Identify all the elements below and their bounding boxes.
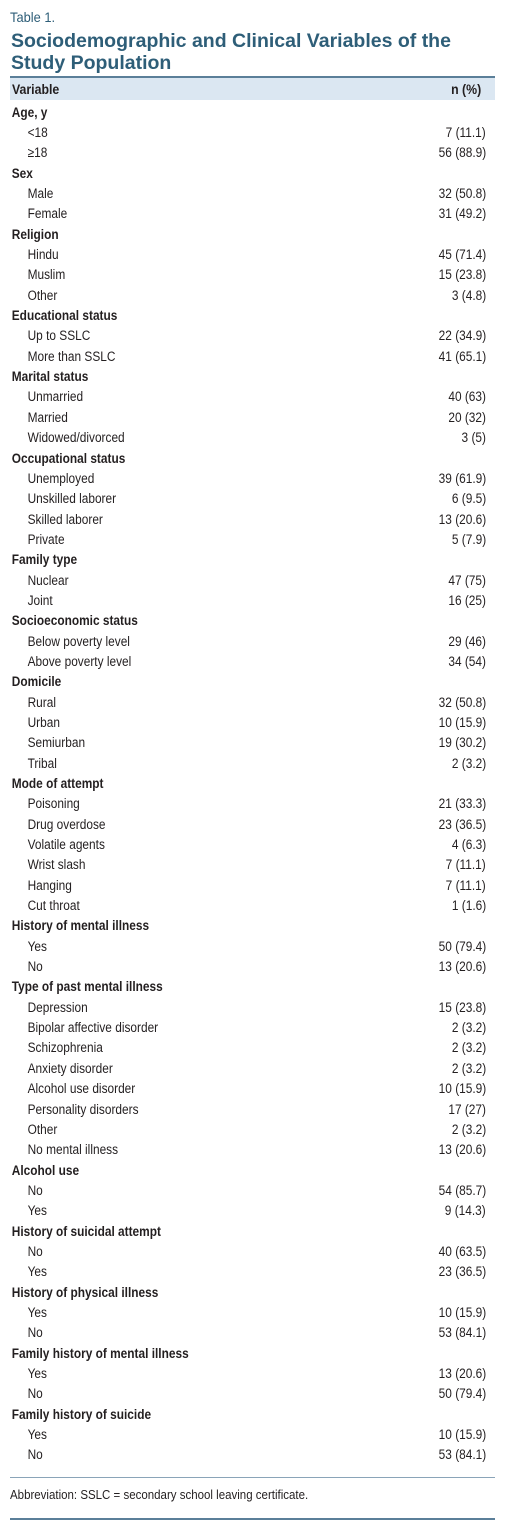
row-value: 31 (49.2) — [438, 206, 487, 222]
table-row — [10, 631, 495, 651]
table-row — [10, 1384, 495, 1404]
table-row — [10, 122, 495, 142]
category-label: History of physical illness — [11, 1284, 159, 1300]
table-row — [10, 1079, 495, 1099]
category-row — [10, 366, 495, 386]
table-row — [10, 1424, 495, 1444]
row-value: 13 (20.6) — [438, 1365, 487, 1381]
row-value: 3 (5) — [461, 430, 487, 446]
row-value: 20 (32) — [448, 409, 487, 425]
row-value: 6 (9.5) — [451, 491, 487, 507]
row-label: Nuclear — [27, 572, 69, 588]
row-value: 2 (3.2) — [451, 1040, 487, 1056]
category-row — [10, 224, 495, 244]
row-value: 13 (20.6) — [438, 511, 487, 527]
row-value: 23 (36.5) — [438, 1264, 487, 1280]
row-label: Other — [27, 287, 58, 303]
row-value: 32 (50.8) — [438, 186, 487, 202]
row-value: 50 (79.4) — [438, 938, 487, 954]
row-label: Above poverty level — [27, 653, 132, 669]
table-row — [10, 1241, 495, 1261]
category-label: History of suicidal attempt — [11, 1223, 161, 1239]
category-row — [10, 1282, 495, 1302]
table-row — [10, 1262, 495, 1282]
row-value: 7 (11.1) — [446, 877, 487, 893]
table-row — [10, 651, 495, 671]
row-label: ≥18 — [27, 145, 48, 161]
row-value: 2 (3.2) — [451, 1020, 487, 1036]
row-label: Hanging — [27, 877, 72, 893]
category-row — [10, 1221, 495, 1241]
row-value: 40 (63) — [448, 389, 487, 405]
category-row — [10, 1343, 495, 1363]
row-label: <18 — [27, 125, 48, 141]
row-label: Anxiety disorder — [27, 1060, 113, 1076]
row-value: 29 (46) — [448, 633, 487, 649]
category-row — [10, 1160, 495, 1180]
row-value: 3 (4.8) — [451, 287, 487, 303]
row-label: Volatile agents — [27, 837, 105, 853]
row-label: Joint — [27, 592, 53, 608]
row-label: Yes — [27, 1304, 47, 1320]
row-label: Other — [27, 1121, 58, 1137]
table-row — [10, 1119, 495, 1139]
table-row — [10, 183, 495, 203]
row-value: 13 (20.6) — [438, 959, 487, 975]
row-value: 10 (15.9) — [438, 1081, 487, 1097]
row-label: Skilled laborer — [27, 511, 103, 527]
row-label: Poisoning — [27, 796, 80, 812]
row-label: Private — [27, 531, 65, 547]
category-row — [10, 611, 495, 631]
row-label: More than SSLC — [27, 348, 116, 364]
table-row — [10, 1058, 495, 1078]
table-row — [10, 407, 495, 427]
table-row — [10, 346, 495, 366]
row-value: 21 (33.3) — [438, 796, 487, 812]
category-label: Type of past mental illness — [11, 979, 163, 995]
row-label: No — [27, 1182, 43, 1198]
table-row — [10, 1017, 495, 1037]
category-row — [10, 916, 495, 936]
table-row — [10, 143, 495, 163]
row-value: 34 (54) — [448, 653, 487, 669]
category-row — [10, 550, 495, 570]
footnote-text: Abbreviation: SSLC = secondary school leaving certificate. — [10, 1488, 309, 1503]
table-title — [11, 30, 495, 74]
table-title-line-1: Sociodemographic and Clinical Variables of the — [11, 30, 451, 52]
category-label: Family history of suicide — [11, 1406, 152, 1422]
row-value: 54 (85.7) — [438, 1182, 487, 1198]
row-label: Hindu — [27, 247, 59, 263]
table-row — [10, 895, 495, 915]
row-label: Unemployed — [27, 470, 95, 486]
row-value: 19 (30.2) — [438, 735, 487, 751]
row-value: 5 (7.9) — [451, 531, 487, 547]
row-label: Wrist slash — [27, 857, 86, 873]
table-row — [10, 834, 495, 854]
row-value: 10 (15.9) — [438, 714, 487, 730]
table-row — [10, 794, 495, 814]
category-label: Family history of mental illness — [11, 1345, 189, 1361]
row-label: Unskilled laborer — [27, 491, 117, 507]
category-label: Marital status — [11, 369, 89, 385]
row-value: 10 (15.9) — [438, 1427, 487, 1443]
table-row — [10, 509, 495, 529]
table-footnote — [10, 1477, 495, 1506]
column-header-n-percent: n (%) — [450, 81, 481, 97]
row-label: Urban — [27, 714, 60, 730]
table-row — [10, 489, 495, 509]
table-row — [10, 712, 495, 732]
row-label: Alcohol use disorder — [27, 1081, 136, 1097]
row-value: 17 (27) — [448, 1101, 487, 1117]
category-label: Alcohol use — [11, 1162, 80, 1178]
row-label: Drug overdose — [27, 816, 106, 832]
table-row — [10, 936, 495, 956]
row-value: 32 (50.8) — [438, 694, 487, 710]
table-body — [10, 102, 495, 1465]
table-row — [10, 529, 495, 549]
category-row — [10, 977, 495, 997]
category-row — [10, 102, 495, 122]
table-row — [10, 997, 495, 1017]
table-row — [10, 733, 495, 753]
row-label: Bipolar affective disorder — [27, 1020, 159, 1036]
table-row — [10, 204, 495, 224]
row-label: Cut throat — [27, 898, 80, 914]
row-value: 41 (65.1) — [438, 348, 487, 364]
table-row — [10, 1201, 495, 1221]
table-row — [10, 285, 495, 305]
category-row — [10, 672, 495, 692]
category-label: Mode of attempt — [11, 776, 104, 792]
table-row — [10, 244, 495, 264]
row-label: No — [27, 1243, 43, 1259]
row-label: Yes — [27, 1365, 47, 1381]
row-value: 4 (6.3) — [451, 837, 487, 853]
row-value: 53 (84.1) — [438, 1325, 487, 1341]
row-value: 9 (14.3) — [445, 1203, 487, 1219]
row-label: No — [27, 1386, 43, 1402]
table-row — [10, 387, 495, 407]
row-value: 50 (79.4) — [438, 1386, 487, 1402]
column-header-variable: Variable — [12, 81, 60, 97]
row-value: 47 (75) — [448, 572, 487, 588]
category-label: Educational status — [11, 308, 118, 324]
category-label: Domicile — [11, 674, 62, 690]
row-value: 15 (23.8) — [438, 999, 487, 1015]
row-value: 7 (11.1) — [446, 857, 487, 873]
category-row — [10, 773, 495, 793]
category-label: Occupational status — [11, 450, 126, 466]
row-label: Muslim — [27, 267, 66, 283]
row-label: No — [27, 1325, 43, 1341]
row-label: Semiurban — [27, 735, 86, 751]
table-row — [10, 692, 495, 712]
row-label: Married — [27, 409, 68, 425]
row-value: 53 (84.1) — [438, 1447, 487, 1463]
table-row — [10, 1302, 495, 1322]
table-row — [10, 875, 495, 895]
row-value: 15 (23.8) — [438, 267, 487, 283]
table-row — [10, 1363, 495, 1383]
row-label: Up to SSLC — [27, 328, 91, 344]
row-label: Personality disorders — [27, 1101, 139, 1117]
row-value: 10 (15.9) — [438, 1304, 487, 1320]
category-row — [10, 305, 495, 325]
table-row — [10, 590, 495, 610]
row-label: Tribal — [27, 755, 57, 771]
table-row — [10, 753, 495, 773]
row-label: Yes — [27, 938, 47, 954]
table-row — [10, 1180, 495, 1200]
row-value: 45 (71.4) — [438, 247, 487, 263]
table-row — [10, 570, 495, 590]
table-row — [10, 265, 495, 285]
row-value: 2 (3.2) — [451, 1121, 487, 1137]
table-row — [10, 956, 495, 976]
table-row — [10, 1445, 495, 1465]
row-label: Schizophrenia — [27, 1040, 103, 1056]
table-row — [10, 855, 495, 875]
table-row — [10, 468, 495, 488]
row-label: Depression — [27, 999, 88, 1015]
row-label: Unmarried — [27, 389, 84, 405]
category-row — [10, 1404, 495, 1424]
row-value: 40 (63.5) — [438, 1243, 487, 1259]
row-label: Female — [27, 206, 68, 222]
category-label: History of mental illness — [11, 918, 150, 934]
category-label: Religion — [11, 226, 59, 242]
row-label: Rural — [27, 694, 56, 710]
row-value: 23 (36.5) — [438, 816, 487, 832]
category-label: Socioeconomic status — [11, 613, 138, 629]
row-value: 2 (3.2) — [451, 755, 487, 771]
row-value: 16 (25) — [448, 592, 487, 608]
bottom-rule — [10, 1518, 495, 1520]
table-label: Table 1. — [10, 9, 56, 25]
row-label: No mental illness — [27, 1142, 119, 1158]
category-label: Age, y — [11, 104, 48, 120]
row-label: Below poverty level — [27, 633, 130, 649]
table-row — [10, 1038, 495, 1058]
table-row — [10, 326, 495, 346]
category-row — [10, 163, 495, 183]
category-label: Sex — [11, 165, 33, 181]
table-row — [10, 428, 495, 448]
row-value: 2 (3.2) — [451, 1060, 487, 1076]
row-value: 13 (20.6) — [438, 1142, 487, 1158]
row-value: 56 (88.9) — [438, 145, 487, 161]
row-value: 22 (34.9) — [438, 328, 487, 344]
row-label: Yes — [27, 1427, 47, 1443]
row-label: Male — [27, 186, 54, 202]
row-label: No — [27, 1447, 43, 1463]
table-row — [10, 1140, 495, 1160]
category-row — [10, 448, 495, 468]
row-value: 1 (1.6) — [451, 898, 487, 914]
category-label: Family type — [11, 552, 78, 568]
row-label: Yes — [27, 1203, 47, 1219]
row-value: 7 (11.1) — [446, 125, 487, 141]
table-row — [10, 1099, 495, 1119]
table-row — [10, 814, 495, 834]
row-label: No — [27, 959, 43, 975]
table-header-row — [10, 76, 495, 100]
row-value: 39 (61.9) — [438, 470, 487, 486]
row-label: Yes — [27, 1264, 47, 1280]
table-row — [10, 1323, 495, 1343]
row-label: Widowed/divorced — [27, 430, 125, 446]
table-title-line-2: Study Population — [11, 52, 172, 74]
